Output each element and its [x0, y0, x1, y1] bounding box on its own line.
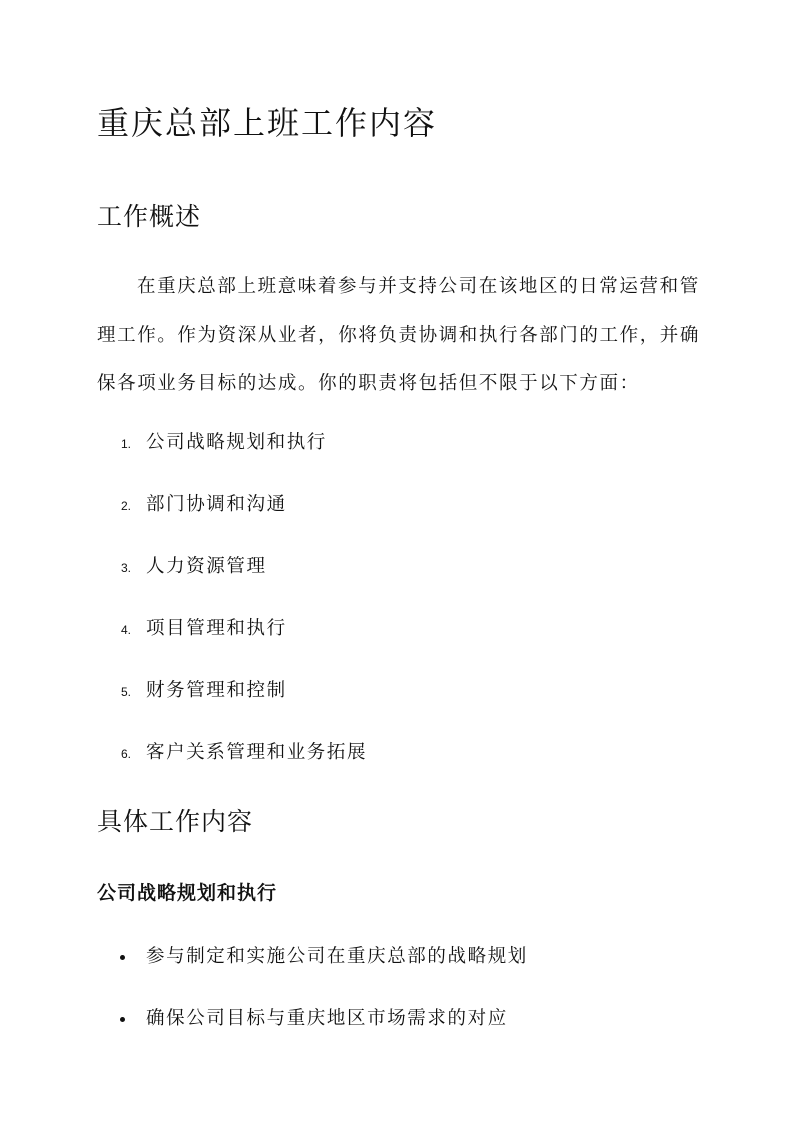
list-item-text: 项目管理和执行	[146, 618, 287, 639]
section-heading-overview: 工作概述	[97, 202, 202, 231]
list-item	[0, 615, 800, 645]
list-item-text: 公司战略规划和执行	[146, 432, 327, 453]
list-item-text: 财务管理和控制	[146, 680, 287, 701]
section-heading-details: 具体工作内容	[97, 807, 254, 836]
list-item-number: 5.	[121, 685, 132, 699]
list-item-text: 客户关系管理和业务拓展	[146, 742, 368, 763]
list-item-text: 确保公司目标与重庆地区市场需求的对应	[146, 1008, 508, 1029]
list-item	[0, 739, 800, 769]
list-item	[0, 553, 800, 583]
list-item-text: 部门协调和沟通	[146, 494, 287, 515]
document-title: 重庆总部上班工作内容	[97, 104, 438, 142]
list-item-number: 6.	[121, 747, 132, 761]
list-item	[0, 429, 800, 459]
list-item-text: 参与制定和实施公司在重庆总部的战略规划	[146, 946, 528, 967]
list-item-number: 4.	[121, 623, 132, 637]
bullet-icon	[120, 955, 125, 960]
list-item	[0, 1005, 800, 1035]
list-item-number: 1.	[121, 437, 132, 451]
list-item	[0, 491, 800, 521]
overview-paragraph: 在重庆总部上班意味着参与并支持公司在该地区的日常运营和管理工作。作为资深从业者，你将负责协调和执行各部门的工作，并确保各项业务目标的达成。你的职责将包括但不限于以下方面：	[97, 276, 701, 394]
list-item-text: 人力资源管理	[146, 556, 267, 577]
list-item-number: 3.	[121, 561, 132, 575]
bullet-icon	[120, 1017, 125, 1022]
list-item-number: 2.	[121, 499, 132, 513]
subsection-heading-strategy: 公司战略规划和执行	[97, 882, 278, 904]
list-item	[0, 943, 800, 973]
list-item	[0, 677, 800, 707]
